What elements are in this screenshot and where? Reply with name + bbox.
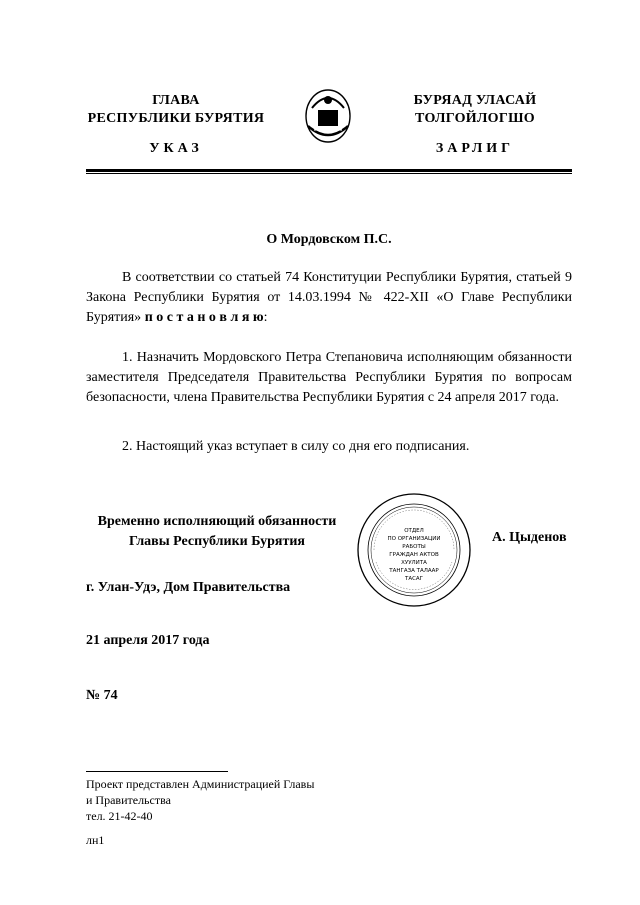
footer-divider <box>86 771 228 772</box>
item-2-paragraph: 2. Настоящий указ вступает в силу со дня его подписания. <box>122 439 470 454</box>
signing-place: г. Улан-Удэ, Дом Правительства <box>86 580 291 595</box>
decree-number: № 74 <box>86 688 118 703</box>
svg-text:ГРАЖДАН АКТОВ: ГРАЖДАН АКТОВ <box>389 552 439 558</box>
svg-text:РАБОТЫ: РАБОТЫ <box>402 544 426 550</box>
signatory-position-line1: Временно исполняющий обязанности <box>97 514 337 529</box>
footer-code: лн1 <box>86 833 105 847</box>
signatory-name: А. Цыденов <box>492 530 567 545</box>
header-right-title: ЗАРЛИГ <box>435 141 515 156</box>
header-divider-thin <box>86 173 572 174</box>
header-right-line1: БУРЯАД УЛАСАЙ <box>413 93 537 108</box>
signing-date: 21 апреля 2017 года <box>86 633 210 648</box>
header-left <box>86 92 266 128</box>
header-right-line2: ТОЛГОЙЛОГШО <box>415 111 535 126</box>
footer-note <box>86 776 314 824</box>
svg-text:ХУУЛИТА: ХУУЛИТА <box>401 560 427 566</box>
document-subject: О Мордовском П.С. <box>266 232 392 247</box>
header-left-line1: ГЛАВА <box>152 93 200 108</box>
header-left-title: УКАЗ <box>149 141 203 156</box>
official-stamp-seal <box>354 490 474 610</box>
svg-text:ПО ОРГАНИЗАЦИИ: ПО ОРГАНИЗАЦИИ <box>387 536 441 542</box>
item-1-paragraph: 1. Назначить Мордовского Петра Степановича исполняющим обязанности заместителя Председателя Правительства Республики Бурятия по вопросам безопасности, члена Правительства Республики Бурятия с 24 апреля 2017 года. <box>86 350 572 405</box>
header-left-line2: РЕСПУБЛИКИ БУРЯТИЯ <box>87 111 265 126</box>
footer-phone: тел. 21-42-40 <box>86 809 153 823</box>
preamble-paragraph <box>86 268 572 328</box>
header-right <box>382 92 568 128</box>
svg-text:ТАНГАЗА ТАЛААР: ТАНГАЗА ТАЛААР <box>389 568 439 574</box>
preamble-text: В соответствии со статьей 74 Конституции Республики Бурятия, статьей 9 Закона Республики Бурятия от 14.03.1994 № 422-XII «О Главе Республики Бурятия» <box>86 270 572 325</box>
signatory-position-line2: Главы Республики Бурятия <box>128 534 305 549</box>
svg-text:ОТДЕЛ: ОТДЕЛ <box>404 528 424 534</box>
preamble-end: : <box>263 310 268 325</box>
svg-text:ТАСАГ: ТАСАГ <box>404 576 424 582</box>
footer-line1: Проект представлен Администрацией Главы <box>86 777 315 791</box>
signatory-position <box>86 512 348 552</box>
preamble-emphasis: п о с т а н о в л я ю <box>144 310 264 325</box>
coat-of-arms-emblem <box>300 86 356 146</box>
footer-line2: и Правительства <box>86 793 171 807</box>
header-divider-thick <box>86 169 572 172</box>
